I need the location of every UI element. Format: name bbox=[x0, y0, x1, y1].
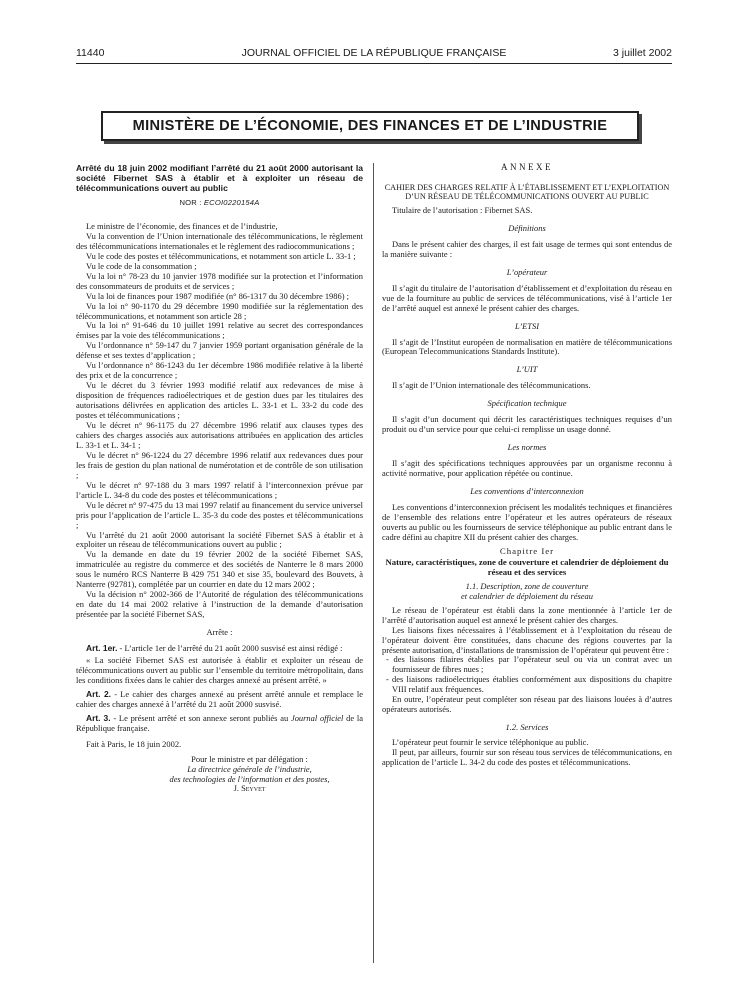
chapter-title: Nature, caractéristiques, zone de couverture et calendrier de déploiement du réseau et des services bbox=[385, 556, 669, 577]
signature-line: La directrice générale de l’industrie, bbox=[187, 763, 312, 774]
paragraph: Il s’agit des spécifications techniques approuvées par un organisme reconnu à activité normative, pour application répétée ou continue. bbox=[382, 458, 672, 479]
visa: Vu le décret n° 96-1175 du 27 décembre 1996 relatif aux clauses types des cahiers des charges associés aux autorisations attribuées en application des articles L. 33-1 et L. 34-1 ; bbox=[76, 420, 363, 450]
signature-line: des technologies de l’information et des postes, bbox=[169, 773, 330, 784]
issue-date: 3 juillet 2002 bbox=[613, 47, 672, 59]
titulaire: Titulaire de l’autorisation : Fibernet SAS. bbox=[392, 204, 533, 215]
paragraph: Les liaisons fixes nécessaires à l’établissement et à l’exploitation du réseau de l’opérateur doivent être constituées, dans chacune des régions couvertes par la présente autorisation, d’installations de transmission de l’opérateur qui peuvent être : bbox=[382, 624, 672, 655]
journal-title: JOURNAL OFFICIEL DE LA RÉPUBLIQUE FRANÇAISE bbox=[241, 47, 507, 59]
paragraph: Il s’agit de l’Institut européen de normalisation en matière de télécommunications (European Telecommunications Standards Institute). bbox=[382, 336, 672, 357]
visa: Vu le décret n° 97-475 du 13 mai 1997 relatif au financement du service universel pris pour l’application de l’article L. 35-3 du code des postes et télécommunications ; bbox=[76, 499, 363, 530]
paragraph: L’opérateur peut fournir le service téléphonique au public. bbox=[392, 737, 589, 748]
article-2-text: - Le cahier des charges annexé au présent arrêté annule et remplace le cahier des charges annexé à l’arrêté du 21 août 2000 susvisé. bbox=[76, 688, 363, 709]
subsection-heading: 1.1. Description, zone de couverture bbox=[465, 580, 589, 591]
visa: Vu la demande en date du 19 février 2002 de la société Fibernet SAS, immatriculée au registre du commerce et des sociétés de Nanterre le 8 mars 2000 sous le numéro RCS Nanterre B 429 751 340 et sise 35, boulevard des Bouvets, à Nanterre (92781), complétée par un courrier en date du 12 mars 2002 ; bbox=[76, 549, 363, 590]
visa: Vu le décret n° 97-188 du 3 mars 1997 relatif à l’interconnexion prévue par l’article L. 34-8 du code des postes et télécommunications ; bbox=[76, 479, 363, 500]
paragraph: En outre, l’opérateur peut compléter son réseau par des liaisons louées à d’autres opérateurs autorisés. bbox=[382, 694, 672, 715]
paragraph: Le réseau de l’opérateur est établi dans la zone mentionnée à l’article 1er de l’arrêté d’autorisation auquel est annexé le présent cahier des charges. bbox=[382, 604, 672, 625]
section-heading: Les normes bbox=[507, 442, 547, 453]
header-rule bbox=[76, 63, 672, 64]
visa: Vu le décret du 3 février 1993 modifié relatif aux redevances de mise à disposition de fréquences radioélectriques et de gestion dues par les titulaires des autorisations délivrées en application des articles L. 33-1 et L. 33-2 du code des postes et télécommunications ; bbox=[76, 380, 363, 421]
subsection-heading: 1.2. Services bbox=[505, 722, 549, 733]
cahier-title: CAHIER DES CHARGES RELATIF À L’ÉTABLISSEMENT ET L’EXPLOITATION D’UN RÉSEAU DE TÉLÉCOMMUNICATIONS OUVERT AU PUBLIC bbox=[384, 182, 670, 202]
nor-reference bbox=[76, 198, 363, 208]
article-3-label: Art. 3. bbox=[86, 712, 111, 723]
section-heading: Définitions bbox=[508, 222, 546, 233]
annexe-heading: ANNEXE bbox=[501, 162, 553, 172]
visa: Vu l’arrêté du 21 août 2000 autorisant la société Fibernet SAS à établir et à exploiter un réseau de télécommunications ouvert au public ; bbox=[76, 529, 363, 550]
visa: Vu le code de la consommation ; bbox=[86, 260, 197, 271]
article-2 bbox=[76, 690, 363, 710]
visa: Vu la loi n° 90-1170 du 29 décembre 1990 modifiée sur la réglementation des télécommunications, et notamment son article 28 ; bbox=[76, 300, 363, 321]
paragraph: Il s’agit d’un document qui décrit les caractéristiques techniques requises d’un produit ou d’un service pour que celui-ci remplisse un usage donné. bbox=[382, 414, 672, 435]
visa: Vu la convention de l’Union internationale des télécommunications, le règlement des télécommunications internationales et le règlement des radiocommunications ; bbox=[76, 230, 363, 251]
signature-block bbox=[136, 755, 363, 795]
intro-line: Le ministre de l’économie, des finances et de l’industrie, bbox=[86, 220, 278, 231]
article-1-label: Art. 1er. bbox=[86, 643, 118, 654]
column-divider bbox=[373, 163, 374, 963]
signatory-name: J. Seyvet bbox=[233, 783, 266, 794]
section-heading: L’opérateur bbox=[506, 266, 548, 277]
article-3 bbox=[76, 714, 363, 734]
paragraph: Il s’agit du titulaire de l’autorisation d’établissement et d’exploitation du réseau en vue de la fourniture au public de services de télécommunications, visé à l’article 1er de l’arrêté auquel est annexé le présent cahier des charges. bbox=[382, 282, 672, 313]
visa: Vu l’ordonnance n° 86-1243 du 1er décembre 1986 modifiée relative à la liberté des prix et de la concurrence ; bbox=[76, 360, 363, 381]
section-heading: L’ETSI bbox=[514, 320, 540, 331]
article-2-label: Art. 2. bbox=[86, 688, 112, 699]
page-number: 11440 bbox=[76, 47, 105, 59]
arrete-heading: Arrête : bbox=[206, 627, 233, 638]
visa: Vu la loi de finances pour 1987 modifiée (n° 86-1317 du 30 décembre 1986) ; bbox=[86, 290, 349, 301]
visa: Vu la loi n° 78-23 du 10 janvier 1978 modifiée sur la protection et l’information des consommateurs de produits et de services ; bbox=[76, 270, 363, 291]
section-heading: Les conventions d’interconnexion bbox=[470, 486, 584, 497]
ministry-title: MINISTÈRE DE L’ÉCONOMIE, DES FINANCES ET DE L’INDUSTRIE bbox=[132, 118, 608, 134]
visa: Vu le code des postes et télécommunications, et notamment son article L. 33-1 ; bbox=[86, 250, 356, 261]
page-header bbox=[76, 47, 672, 63]
list-item: - des liaisons filaires établies par l’opérateur seul ou via un contrat avec un fournisseur de fibres nues ; bbox=[386, 654, 672, 675]
visa: Vu la décision n° 2002-366 de l’Autorité de régulation des télécommunications en date du 14 mai 2002 relative à l’instruction de la demande d’autorisation présentée par la société Fibernet SAS, bbox=[76, 589, 363, 620]
decree-title: Arrêté du 18 juin 2002 modifiant l’arrêté du 21 août 2000 autorisant la société Fibernet SAS à établir et à exploiter un réseau de télécommunications ouvert au public bbox=[76, 163, 363, 193]
right-column bbox=[382, 163, 672, 768]
article-1-quote: « La société Fibernet SAS est autorisée à établir et exploiter un réseau de télécommunications ouvert au public sur l’ensemble du territoire métropolitain, dans les conditions fixées dans le cahier des charges annexé au présent arrêté. » bbox=[76, 654, 363, 685]
visa: Vu le décret n° 96-1224 du 27 décembre 1996 relatif aux redevances dues pour les frais de gestion du plan national de numérotation et de contrôle de son utilisation ; bbox=[76, 449, 363, 480]
article-3-text-b: de la République française. bbox=[76, 712, 363, 733]
signature-date: Fait à Paris, le 18 juin 2002. bbox=[86, 738, 182, 749]
paragraph: Les conventions d’interconnexion précisent les modalités techniques et financières de l’ensemble des relations entre l’opérateur et les autres opérateurs de réseaux ouverts au public ou les fournisseurs de service téléphonique au public entrant dans le cadre défini au chapitre XII du présent cahier des charges. bbox=[382, 502, 672, 542]
signature-line: Pour le ministre et par délégation : bbox=[191, 753, 308, 764]
left-column bbox=[76, 163, 363, 794]
section-heading: L’UIT bbox=[516, 364, 538, 375]
nor-label: NOR : bbox=[179, 198, 202, 207]
article-1-text: - L’article 1er de l’arrêté du 21 août 2000 susvisé est ainsi rédigé : bbox=[117, 643, 343, 654]
paragraph: Dans le présent cahier des charges, il est fait usage de termes qui sont entendus de la manière suivante : bbox=[382, 238, 672, 259]
section-heading: Spécification technique bbox=[487, 398, 567, 409]
article-3-journal: Journal officiel bbox=[290, 712, 344, 723]
subsection-heading: et calendrier de déploiement du réseau bbox=[461, 590, 593, 601]
nor-value: ECOI0220154A bbox=[203, 198, 260, 207]
list-item: - des liaisons radioélectriques établies conformément aux dispositions du chapitre VIII relatif aux fréquences. bbox=[386, 674, 672, 695]
paragraph: Il s’agit de l’Union internationale des télécommunications. bbox=[392, 380, 591, 391]
article-3-text-a: - Le présent arrêté et son annexe seront publiés au bbox=[110, 712, 291, 723]
visa: Vu l’ordonnance n° 59-147 du 7 janvier 1959 portant organisation générale de la défense et ses textes d’application ; bbox=[76, 340, 363, 361]
article-1 bbox=[76, 644, 363, 654]
chapter-heading: Chapitre Ier bbox=[499, 545, 555, 556]
paragraph: Il peut, par ailleurs, fournir sur son réseau tous services de télécommunications, en application de l’article L. 34-2 du code des postes et télécommunications. bbox=[382, 747, 672, 768]
visa: Vu la loi n° 91-646 du 10 juillet 1991 relative au secret des correspondances émises par la voie des télécommunications ; bbox=[76, 320, 363, 341]
ministry-banner bbox=[101, 111, 639, 141]
